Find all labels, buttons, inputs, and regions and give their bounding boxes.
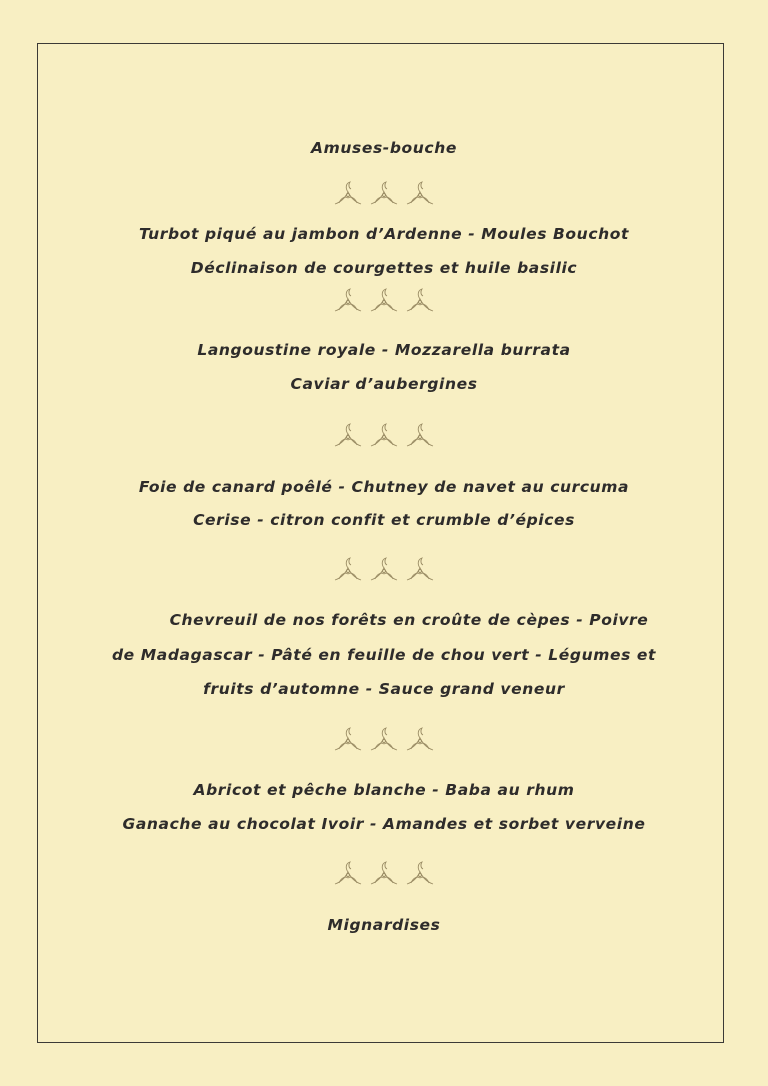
course2-line2: Caviar d’aubergines	[290, 375, 478, 393]
flourish-icon	[403, 724, 437, 758]
flourish-icon	[367, 724, 401, 758]
course4-line3: fruits d’automne - Sauce grand veneur	[203, 680, 565, 698]
flourish-icon	[403, 858, 437, 892]
flourish-icon	[367, 285, 401, 319]
flourish-icon	[331, 178, 365, 212]
ornament-divider	[0, 858, 768, 892]
flourish-icon	[403, 420, 437, 454]
ornament-divider	[0, 285, 768, 319]
flourish-icon	[367, 554, 401, 588]
course2-line1: Langoustine royale - Mozzarella burrata	[197, 341, 571, 359]
flourish-icon	[331, 285, 365, 319]
amuses-bouche-heading: Amuses-bouche	[311, 139, 457, 157]
flourish-icon	[367, 858, 401, 892]
flourish-icon	[367, 178, 401, 212]
course1-line1: Turbot piqué au jambon d’Ardenne - Moules Bouchot	[138, 225, 629, 243]
mignardises-heading: Mignardises	[327, 916, 441, 934]
course3-line1: Foie de canard poêlé - Chutney de navet au curcuma	[138, 478, 630, 496]
flourish-icon	[331, 858, 365, 892]
course5-line2: Ganache au chocolat Ivoir - Amandes et sorbet verveine	[122, 815, 646, 833]
ornament-divider	[0, 554, 768, 588]
course1-line2: Déclinaison de courgettes et huile basilic	[190, 259, 578, 277]
course4-line1: Chevreuil de nos forêts en croûte de cèpes - Poivre	[169, 611, 649, 629]
course4-line2: de Madagascar - Pâté en feuille de chou vert - Légumes et	[111, 646, 657, 664]
ornament-divider	[0, 178, 768, 212]
flourish-icon	[403, 554, 437, 588]
ornament-divider	[0, 724, 768, 758]
flourish-icon	[331, 724, 365, 758]
flourish-icon	[367, 420, 401, 454]
course5-line1: Abricot et pêche blanche - Baba au rhum	[193, 781, 575, 799]
flourish-icon	[331, 420, 365, 454]
flourish-icon	[331, 554, 365, 588]
course3-line2: Cerise - citron confit et crumble d’épices	[193, 511, 575, 529]
ornament-divider	[0, 420, 768, 454]
flourish-icon	[403, 285, 437, 319]
flourish-icon	[403, 178, 437, 212]
